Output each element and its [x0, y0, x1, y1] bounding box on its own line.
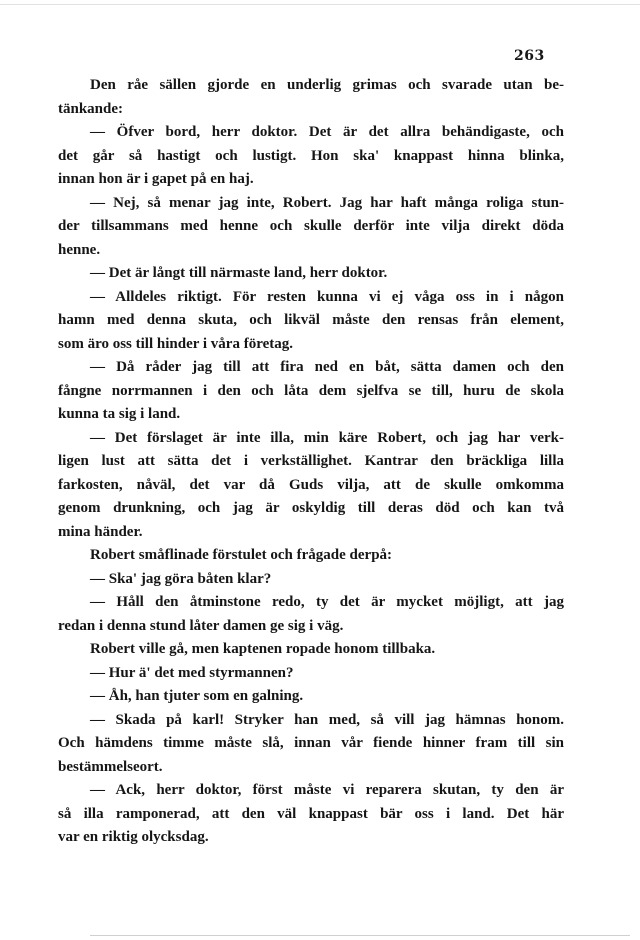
text-line: ligen lust att sätta det i verkställighet. Kantrar den bräckliga lilla — [58, 453, 564, 469]
text-line: genom drunkning, och jag är oskyldig till deras död och kan två — [58, 500, 564, 516]
text-line: Och hämdens timme måste slå, innan vår fiende hinner fram till sin — [58, 735, 564, 751]
text-line: innan hon är i gapet på en haj. — [58, 171, 254, 187]
body-text — [58, 74, 564, 850]
text-line: — Det är långt till närmaste land, herr doktor. — [90, 265, 388, 281]
text-line: Robert ville gå, men kaptenen ropade honom tillbaka. — [90, 641, 436, 657]
text-line: hamn med denna skuta, och likväl måste den rensas från element, — [58, 312, 564, 328]
text-line: — Åh, han tjuter som en galning. — [90, 688, 304, 704]
text-line: — Det förslaget är inte illa, min käre Robert, och jag har verk- — [90, 429, 564, 446]
text-line: — Nej, så menar jag inte, Robert. Jag har haft många roliga stun- — [90, 194, 564, 211]
text-line: som äro oss till hinder i våra företag. — [58, 335, 293, 352]
text-line: der tillsammans med henne och skulle derför inte vilja direkt döda — [58, 218, 564, 234]
text-line: Den råe sällen gjorde en underlig grimas och svarade utan be- — [90, 77, 564, 93]
text-line: kunna ta sig i land. — [58, 406, 181, 422]
text-line: tänkande: — [58, 100, 124, 117]
text-line: det går så hastigt och lustigt. Hon ska' knappast hinna blinka, — [58, 147, 564, 164]
top-edge-rule — [0, 4, 640, 5]
text-line: — Alldeles riktigt. För resten kunna vi ej våga oss in i någon — [90, 288, 564, 305]
text-line: Robert småflinade förstulet och frågade derpå: — [90, 547, 393, 563]
text-line: mina händer. — [58, 523, 143, 540]
text-line: fångne norrmannen i den och låta dem sjelfva se till, huru de skola — [58, 382, 564, 399]
text-line: — Håll den åtminstone redo, ty det är mycket möjligt, att jag — [90, 594, 564, 610]
page-number: 263 — [514, 48, 545, 64]
text-line: var en riktig olycksdag. — [58, 829, 209, 845]
text-line: — Ack, herr doktor, först måste vi reparera skutan, ty den är — [90, 782, 564, 798]
text-line: — Öfver bord, herr doktor. Det är det allra behändigaste, och — [90, 124, 564, 140]
text-line: farkosten, nåväl, det var då Guds vilja, att de skulle omkomma — [58, 476, 564, 493]
text-line: — Ska' jag göra båten klar? — [90, 570, 272, 587]
text-line: — Då råder jag till att fira ned en båt, sätta damen och den — [90, 359, 564, 375]
text-line: redan i denna stund låter damen ge sig i väg. — [58, 617, 344, 634]
text-line: bestämmelseort. — [58, 758, 163, 775]
bottom-edge-rule — [90, 935, 630, 936]
text-line: — Skada på karl! Stryker han med, så vill jag hämnas honom. — [90, 711, 564, 728]
text-line: så illa ramponerad, att den väl knappast bär oss i land. Det här — [58, 805, 564, 822]
text-line: — Hur ä' det med styrmannen? — [90, 664, 294, 681]
text-line: henne. — [58, 241, 101, 258]
